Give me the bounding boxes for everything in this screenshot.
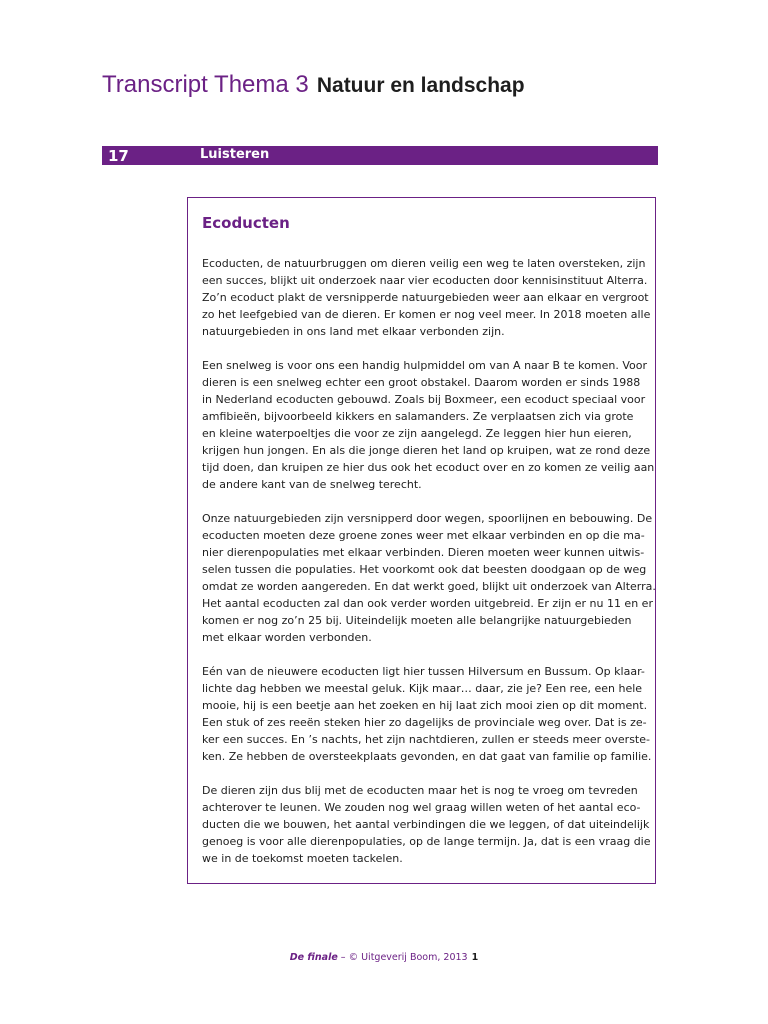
title-subject: Natuur en landschap	[316, 74, 525, 97]
text-line: lichte dag hebben we meestal geluk. Kijk maar… daar, zie je? Een ree, een hele	[202, 682, 643, 695]
text-line: ker een succes. En ’s nachts, het zijn nachtdieren, zullen er steeds meer overste-	[202, 733, 650, 746]
footer-copyright: © Uitgeverij Boom, 2013	[348, 952, 468, 963]
text-line: genoeg is voor alle dierenpopulaties, op de lange termijn. Ja, dat is een vraag die	[202, 835, 651, 848]
paragraph	[202, 510, 656, 646]
footer-separator: –	[337, 952, 349, 963]
text-line: achterover te leunen. We zouden nog wel graag willen weten of het aantal eco-	[202, 801, 641, 814]
text-line: nier dierenpopulaties met elkaar verbinden. Dieren moeten weer kunnen uitwis-	[202, 546, 645, 559]
text-line: dieren is een snelweg echter een groot obstakel. Daarom worden er sinds 1988	[202, 376, 641, 389]
text-line: amfibieën, bijvoorbeeld kikkers en salamanders. Ze verplaatsen zich via grote	[202, 410, 634, 423]
text-line: zo het leefgebied van de dieren. Er komen er nog veel meer. In 2018 moeten alle	[202, 308, 651, 321]
text-line: en kleine waterpoeltjes die voor ze zijn aangelegd. Ze leggen hier hun eieren,	[202, 427, 632, 440]
article-heading: Ecoducten	[202, 214, 290, 232]
text-line: selen tussen die populaties. Het voorkomt ook dat beesten doodgaan op de weg	[202, 563, 647, 576]
footer-book-title: De finale	[289, 952, 338, 963]
text-line: Een snelweg is voor ons een handig hulpmiddel om van A naar B te komen. Voor	[202, 359, 647, 372]
paragraph	[202, 255, 651, 340]
text-line: Het aantal ecoducten zal dan ook verder worden uitgebreid. Er zijn er nu 11 en er	[202, 597, 653, 610]
text-line: Ecoducten, de natuurbruggen om dieren veilig een weg te laten oversteken, zijn	[202, 257, 646, 270]
paragraph	[202, 782, 651, 867]
text-line: een succes, blijkt uit onderzoek naar vier ecoducten door kennisinstituut Alterra.	[202, 274, 648, 287]
title-thema: Transcript Thema 3	[102, 71, 309, 98]
section-number: 17	[108, 147, 129, 165]
text-line: Zo’n ecoduct plakt de versnipperde natuurgebieden weer aan elkaar en vergroot	[202, 291, 649, 304]
text-line: Een stuk of zes reeën steken hier zo dagelijks de provinciale weg over. Dat is ze-	[202, 716, 647, 729]
text-line: tijd doen, dan kruipen ze hier dus ook het ecoduct over en zo komen ze veilig aan	[202, 461, 655, 474]
text-line: Onze natuurgebieden zijn versnipperd door wegen, spoorlijnen en bebouwing. De	[202, 512, 653, 525]
section-label: Luisteren	[200, 147, 270, 162]
text-line: omdat ze worden aangereden. En dat werkt goed, blijkt uit onderzoek van Alterra.	[202, 580, 656, 593]
text-line: ken. Ze hebben de oversteekplaats gevonden, en dat gaat van familie op familie.	[202, 750, 652, 763]
page-footer	[0, 952, 768, 963]
article-body	[202, 255, 656, 884]
text-line: mooie, hij is een beetje aan het zoeken en hij laat zich mooi zien op dit moment.	[202, 699, 648, 712]
transcript-box	[187, 197, 656, 884]
paragraph	[202, 663, 652, 765]
paragraph	[202, 357, 655, 493]
text-line: komen er nog zo’n 25 bij. Uiteindelijk moeten alle belangrijke natuurgebieden	[202, 614, 632, 627]
text-line: ducten die we bouwen, het aantal verbindingen die we leggen, of dat uiteindelijk	[202, 818, 650, 831]
text-line: ecoducten moeten deze groene zones weer met elkaar verbinden en op die ma-	[202, 529, 645, 542]
section-bar	[102, 146, 658, 165]
text-line: de andere kant van de snelweg terecht.	[202, 478, 422, 491]
text-line: natuurgebieden in ons land met elkaar verbonden zijn.	[202, 325, 505, 338]
page-title	[102, 71, 525, 99]
text-line: krijgen hun jongen. En als die jonge dieren het land op kruipen, wat ze rond deze	[202, 444, 651, 457]
text-line: met elkaar worden verbonden.	[202, 631, 372, 644]
text-line: De dieren zijn dus blij met de ecoducten maar het is nog te vroeg om tevreden	[202, 784, 638, 797]
text-line: in Nederland ecoducten gebouwd. Zoals bij Boxmeer, een ecoduct speciaal voor	[202, 393, 646, 406]
text-line: Eén van de nieuwere ecoducten ligt hier tussen Hilversum en Bussum. Op klaar-	[202, 665, 645, 678]
page-number: 1	[471, 952, 479, 963]
text-line: we in de toekomst moeten tackelen.	[202, 852, 403, 865]
